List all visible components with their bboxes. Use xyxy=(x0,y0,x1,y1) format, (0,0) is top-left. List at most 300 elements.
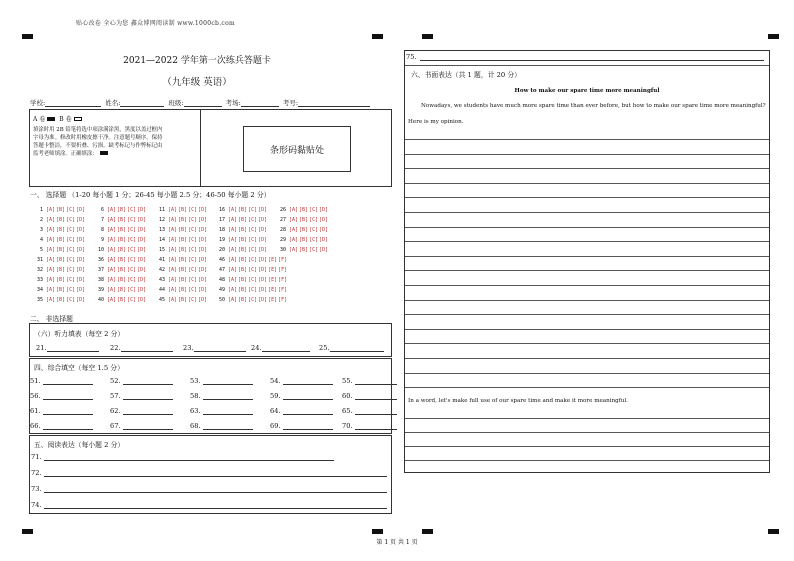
choice-question-29 xyxy=(277,237,329,243)
barcode-area: 条形码黏贴处 xyxy=(243,126,351,172)
choice-question-4 xyxy=(34,237,86,243)
answer-bubble[interactable]: [B] xyxy=(299,217,309,223)
answer-line-51[interactable] xyxy=(43,377,93,385)
answer-bubble[interactable]: [B] xyxy=(56,287,66,293)
listening-panel: （六）听力填表（每空 2 分） 21. 22. 23. 24. 25. xyxy=(29,323,392,357)
writing-line[interactable] xyxy=(405,197,769,198)
question-number: 1 xyxy=(39,207,43,213)
answer-bubble[interactable]: [C] xyxy=(188,287,198,293)
answer-bubble[interactable]: [B] xyxy=(178,287,188,293)
answer-bubble[interactable]: [C] xyxy=(66,287,76,293)
choice-question-40 xyxy=(95,297,147,303)
answer-line-68[interactable] xyxy=(203,422,253,430)
answer-bubble[interactable]: [B] xyxy=(117,227,127,233)
question-number: 9 xyxy=(100,237,104,243)
choice-question-43 xyxy=(156,277,208,283)
answer-bubble[interactable]: [C] xyxy=(248,247,258,253)
answer-bubble[interactable]: [D] xyxy=(198,207,208,213)
answer-bubble[interactable]: [B] xyxy=(178,237,188,243)
answer-bubble[interactable]: [D] xyxy=(137,257,147,263)
room-field[interactable] xyxy=(241,99,279,107)
answer-bubble[interactable]: [A] xyxy=(228,277,238,283)
answer-bubble[interactable]: [D] xyxy=(76,277,86,283)
answer-line-69[interactable] xyxy=(283,422,333,430)
answer-bubble[interactable]: [D] xyxy=(76,297,86,303)
answer-bubble[interactable]: [D] xyxy=(319,217,329,223)
writing-line[interactable] xyxy=(405,154,769,155)
answer-bubble[interactable]: [C] xyxy=(188,207,198,213)
page-subtitle: （九年级 英语） xyxy=(162,77,232,88)
answer-bubble[interactable]: [D] xyxy=(198,267,208,273)
answer-bubble[interactable]: [A] xyxy=(168,217,178,223)
writing-line[interactable] xyxy=(405,343,769,344)
answer-bubble[interactable]: [D] xyxy=(319,207,329,213)
writing-line[interactable] xyxy=(405,432,769,433)
answer-bubble[interactable]: [A] xyxy=(107,217,117,223)
choice-question-8 xyxy=(95,227,147,233)
notice-box xyxy=(29,109,392,187)
answer-line-59[interactable] xyxy=(283,392,333,400)
answer-bubble[interactable]: [D] xyxy=(137,287,147,293)
answer-bubble[interactable]: [C] xyxy=(188,267,198,273)
answer-bubble[interactable]: [A] xyxy=(107,227,117,233)
choice-question-17 xyxy=(216,217,268,223)
answer-bubble[interactable]: [D] xyxy=(198,217,208,223)
answer-bubble[interactable]: [A] xyxy=(46,287,56,293)
answer-bubble[interactable]: [C] xyxy=(127,297,137,303)
answer-bubble[interactable]: [B] xyxy=(178,257,188,263)
paper-b-mark[interactable] xyxy=(74,117,82,121)
answer-bubble[interactable]: [B] xyxy=(178,217,188,223)
answer-bubble[interactable]: [D] xyxy=(258,237,268,243)
answer-line-57[interactable] xyxy=(123,392,173,400)
answer-bubble[interactable]: [B] xyxy=(178,267,188,273)
answer-bubble[interactable]: [C] xyxy=(248,297,258,303)
answer-bubble[interactable]: [C] xyxy=(248,267,258,273)
answer-bubble[interactable]: [D] xyxy=(258,247,268,253)
answer-bubble[interactable]: [C] xyxy=(66,297,76,303)
answer-bubble[interactable]: [A] xyxy=(228,207,238,213)
answer-bubble[interactable]: [B] xyxy=(178,297,188,303)
answer-bubble[interactable]: [B] xyxy=(178,227,188,233)
answer-bubble[interactable]: [B] xyxy=(178,277,188,283)
choice-question-28 xyxy=(277,227,329,233)
choice-question-30 xyxy=(277,247,329,253)
answer-bubble[interactable]: [A] xyxy=(228,217,238,223)
answer-bubble[interactable]: [B] xyxy=(238,297,248,303)
answer-line-21[interactable] xyxy=(47,344,99,352)
answer-bubble[interactable]: [B] xyxy=(56,267,66,273)
answer-bubble[interactable]: [A] xyxy=(107,257,117,263)
answer-bubble[interactable]: [B] xyxy=(238,267,248,273)
question-number: 31 xyxy=(36,257,43,263)
answer-bubble[interactable]: [B] xyxy=(117,277,127,283)
answer-bubble[interactable]: [C] xyxy=(127,207,137,213)
answer-bubble[interactable]: [D] xyxy=(76,267,86,273)
writing-line[interactable] xyxy=(405,183,769,184)
answer-bubble[interactable]: [B] xyxy=(238,247,248,253)
answer-bubble[interactable]: [A] xyxy=(46,267,56,273)
answer-bubble[interactable]: [A] xyxy=(168,287,178,293)
answer-bubble[interactable]: [B] xyxy=(238,217,248,223)
answer-bubble[interactable]: [D] xyxy=(76,207,86,213)
choice-question-27 xyxy=(277,217,329,223)
answer-bubble[interactable]: [D] xyxy=(76,257,86,263)
answer-bubble[interactable]: [C] xyxy=(309,227,319,233)
answer-bubble[interactable]: [B] xyxy=(117,297,127,303)
answer-bubble[interactable]: [B] xyxy=(299,247,309,253)
question-number: 47 xyxy=(218,267,225,273)
answer-bubble[interactable]: [D] xyxy=(76,217,86,223)
fill-instructions: 填涂时用 2B 铅笔将选中项涂满涂黑，黑度以盖过框内 字母为准。修改时用橡皮擦干净。注意题号顺序。保持 答题卡整洁，不要折叠、污损。缺考标记与作弊标记由 监考老师填涂。正确填涂： xyxy=(33,127,163,157)
answer-bubble[interactable]: [A] xyxy=(107,297,117,303)
answer-bubble[interactable]: [B] xyxy=(238,287,248,293)
question-number: 34 xyxy=(36,287,43,293)
answer-bubble[interactable]: [B] xyxy=(117,287,127,293)
answer-line-65[interactable] xyxy=(355,407,397,415)
class-field[interactable] xyxy=(184,99,222,107)
answer-bubble[interactable]: [A] xyxy=(168,297,178,303)
answer-bubble[interactable]: [E] xyxy=(268,297,278,303)
answer-bubble[interactable]: [D] xyxy=(258,207,268,213)
answer-bubble[interactable]: [C] xyxy=(66,247,76,253)
answer-bubble[interactable]: [B] xyxy=(56,247,66,253)
answer-bubble[interactable]: [F] xyxy=(278,287,288,293)
answer-line-73[interactable] xyxy=(44,485,387,493)
answer-bubble[interactable]: [D] xyxy=(258,227,268,233)
answer-bubble[interactable]: [C] xyxy=(248,287,258,293)
answer-bubble[interactable]: [A] xyxy=(168,277,178,283)
answer-bubble[interactable]: [C] xyxy=(248,227,258,233)
answer-bubble[interactable]: [A] xyxy=(107,247,117,253)
answer-bubble[interactable]: [C] xyxy=(248,207,258,213)
answer-bubble[interactable]: [D] xyxy=(137,227,147,233)
answer-bubble[interactable]: [B] xyxy=(238,207,248,213)
page-footer: 第 1 页 共 1 页 xyxy=(376,539,418,546)
answer-bubble[interactable]: [A] xyxy=(228,257,238,263)
answer-bubble[interactable]: [A] xyxy=(46,297,56,303)
answer-bubble[interactable]: [D] xyxy=(319,237,329,243)
answer-bubble[interactable]: [F] xyxy=(278,267,288,273)
answer-bubble[interactable]: [B] xyxy=(117,267,127,273)
answer-bubble[interactable]: [C] xyxy=(66,257,76,263)
answer-bubble[interactable]: [A] xyxy=(168,237,178,243)
answer-bubble[interactable]: [D] xyxy=(137,217,147,223)
answer-bubble[interactable]: [A] xyxy=(168,247,178,253)
question-number: 5 xyxy=(39,247,43,253)
answer-bubble[interactable]: [A] xyxy=(107,287,117,293)
question-number: 20 xyxy=(218,247,225,253)
answer-line-22[interactable] xyxy=(121,344,173,352)
answer-line-25[interactable] xyxy=(330,344,384,352)
answer-bubble[interactable]: [B] xyxy=(117,237,127,243)
answer-bubble[interactable]: [C] xyxy=(127,237,137,243)
answer-line-75[interactable] xyxy=(420,53,764,61)
answer-bubble[interactable]: [B] xyxy=(56,237,66,243)
answer-bubble[interactable]: [A] xyxy=(168,257,178,263)
writing-line[interactable] xyxy=(405,418,769,419)
answer-bubble[interactable]: [C] xyxy=(248,277,258,283)
answer-line-52[interactable] xyxy=(123,377,173,385)
answer-line-72[interactable] xyxy=(44,469,387,477)
answer-bubble[interactable]: [B] xyxy=(238,227,248,233)
writing-line[interactable] xyxy=(405,446,769,447)
answer-bubble[interactable]: [D] xyxy=(76,237,86,243)
answer-bubble[interactable]: [A] xyxy=(228,297,238,303)
answer-bubble[interactable]: [A] xyxy=(46,257,56,263)
answer-bubble[interactable]: [A] xyxy=(46,237,56,243)
answer-line-63[interactable] xyxy=(203,407,253,415)
answer-bubble[interactable]: [C] xyxy=(248,237,258,243)
writing-line[interactable] xyxy=(405,460,769,461)
answer-bubble[interactable]: [B] xyxy=(299,207,309,213)
answer-bubble[interactable]: [F] xyxy=(278,257,288,263)
choice-question-15 xyxy=(156,247,208,253)
answer-bubble[interactable]: [A] xyxy=(46,277,56,283)
answer-bubble[interactable]: [E] xyxy=(268,257,278,263)
answer-bubble[interactable]: [D] xyxy=(319,247,329,253)
paper-a-mark[interactable] xyxy=(47,117,55,121)
answer-bubble[interactable]: [A] xyxy=(107,237,117,243)
answer-bubble[interactable]: [D] xyxy=(198,237,208,243)
answer-bubble[interactable]: [C] xyxy=(188,257,198,263)
registration-mark xyxy=(422,34,433,39)
answer-bubble[interactable]: [C] xyxy=(188,227,198,233)
writing-line[interactable] xyxy=(405,300,769,301)
answer-bubble[interactable]: [C] xyxy=(66,237,76,243)
answer-bubble[interactable]: [B] xyxy=(117,217,127,223)
answer-bubble[interactable]: [D] xyxy=(258,257,268,263)
answer-bubble[interactable]: [C] xyxy=(127,247,137,253)
answer-bubble[interactable]: [A] xyxy=(46,217,56,223)
answer-line-71[interactable] xyxy=(44,453,334,461)
answer-bubble[interactable]: [B] xyxy=(178,247,188,253)
choice-question-9 xyxy=(95,237,147,243)
essay-closing: In a word, let's make full use of our spare time and make it more meaningful. xyxy=(408,398,628,404)
answer-bubble[interactable]: [B] xyxy=(56,297,66,303)
answer-bubble[interactable]: [D] xyxy=(76,227,86,233)
answer-bubble[interactable]: [A] xyxy=(46,207,56,213)
answer-bubble[interactable]: [A] xyxy=(228,227,238,233)
choice-question-2 xyxy=(34,217,86,223)
answer-bubble[interactable]: [A] xyxy=(107,267,117,273)
answer-bubble[interactable]: [A] xyxy=(168,227,178,233)
answer-bubble[interactable]: [D] xyxy=(258,297,268,303)
answer-line-60[interactable] xyxy=(355,392,397,400)
writing-line[interactable] xyxy=(405,256,769,257)
answer-bubble[interactable]: [F] xyxy=(278,297,288,303)
essay-title: How to make our spare time more meaningful xyxy=(514,88,660,94)
choice-question-3 xyxy=(34,227,86,233)
writing-line[interactable] xyxy=(405,212,769,213)
answer-bubble[interactable]: [D] xyxy=(137,237,147,243)
answer-bubble[interactable]: [A] xyxy=(289,217,299,223)
answer-bubble[interactable]: [D] xyxy=(198,297,208,303)
answer-bubble[interactable]: [A] xyxy=(228,237,238,243)
answer-bubble[interactable]: [C] xyxy=(309,237,319,243)
answer-bubble[interactable]: [B] xyxy=(56,227,66,233)
writing-line[interactable] xyxy=(405,373,769,374)
writing-line[interactable] xyxy=(405,358,769,359)
answer-bubble[interactable]: [B] xyxy=(178,207,188,213)
answer-bubble[interactable]: [A] xyxy=(228,247,238,253)
question-number: 36 xyxy=(97,257,104,263)
number-field[interactable] xyxy=(298,99,370,107)
answer-bubble[interactable]: [E] xyxy=(268,287,278,293)
answer-bubble[interactable]: [A] xyxy=(168,207,178,213)
answer-bubble[interactable]: [D] xyxy=(198,247,208,253)
answer-bubble[interactable]: [D] xyxy=(198,227,208,233)
answer-line-70[interactable] xyxy=(355,422,397,430)
question-number: 27 xyxy=(279,217,286,223)
answer-bubble[interactable]: [C] xyxy=(66,277,76,283)
answer-bubble[interactable]: [A] xyxy=(107,207,117,213)
student-info-line: 学校: 姓名: 班级: 考场: 考号: xyxy=(30,98,390,107)
answer-bubble[interactable]: [B] xyxy=(56,257,66,263)
answer-bubble[interactable]: [D] xyxy=(258,287,268,293)
answer-bubble[interactable]: [B] xyxy=(238,277,248,283)
answer-bubble[interactable]: [C] xyxy=(127,277,137,283)
answer-bubble[interactable]: [C] xyxy=(127,287,137,293)
answer-bubble[interactable]: [E] xyxy=(268,277,278,283)
answer-bubble[interactable]: [C] xyxy=(309,247,319,253)
answer-bubble[interactable]: [B] xyxy=(117,207,127,213)
answer-line-66[interactable] xyxy=(43,422,93,430)
answer-bubble[interactable]: [C] xyxy=(127,257,137,263)
answer-line-24[interactable] xyxy=(262,344,310,352)
answer-bubble[interactable]: [B] xyxy=(117,257,127,263)
question-number: 6 xyxy=(100,207,104,213)
answer-bubble[interactable]: [D] xyxy=(319,227,329,233)
answer-bubble[interactable]: [C] xyxy=(127,217,137,223)
answer-bubble[interactable]: [C] xyxy=(127,227,137,233)
answer-bubble[interactable]: [D] xyxy=(198,277,208,283)
answer-line-54[interactable] xyxy=(283,377,333,385)
answer-bubble[interactable]: [D] xyxy=(76,247,86,253)
choice-question-6 xyxy=(95,207,147,213)
answer-bubble[interactable]: [C] xyxy=(309,207,319,213)
answer-bubble[interactable]: [D] xyxy=(137,207,147,213)
answer-line-56[interactable] xyxy=(43,392,93,400)
answer-line-58[interactable] xyxy=(203,392,253,400)
choice-question-16 xyxy=(216,207,268,213)
answer-bubble[interactable]: [A] xyxy=(289,227,299,233)
answer-bubble[interactable]: [C] xyxy=(188,247,198,253)
answer-line-23[interactable] xyxy=(194,344,246,352)
answer-bubble[interactable]: [A] xyxy=(228,267,238,273)
writing-line[interactable] xyxy=(405,227,769,228)
answer-line-64[interactable] xyxy=(283,407,333,415)
writing-line[interactable] xyxy=(405,285,769,286)
choice-question-11 xyxy=(156,207,208,213)
name-field[interactable] xyxy=(120,99,164,107)
question-number: 38 xyxy=(97,277,104,283)
answer-bubble[interactable]: [C] xyxy=(188,277,198,283)
answer-bubble[interactable]: [C] xyxy=(188,217,198,223)
answer-bubble[interactable]: [C] xyxy=(66,267,76,273)
answer-bubble[interactable]: [E] xyxy=(268,267,278,273)
answer-bubble[interactable]: [C] xyxy=(66,227,76,233)
writing-line[interactable] xyxy=(405,270,769,271)
question-number: 48 xyxy=(218,277,225,283)
answer-bubble[interactable]: [D] xyxy=(137,277,147,283)
writing-line[interactable] xyxy=(405,139,769,140)
choice-question-10 xyxy=(95,247,147,253)
answer-line-74[interactable] xyxy=(44,501,387,509)
question-number: 17 xyxy=(218,217,225,223)
question-number: 50 xyxy=(218,297,225,303)
answer-bubble[interactable]: [B] xyxy=(56,217,66,223)
answer-line-62[interactable] xyxy=(123,407,173,415)
answer-bubble[interactable]: [B] xyxy=(238,257,248,263)
registration-mark xyxy=(22,34,33,39)
answer-bubble[interactable]: [D] xyxy=(137,267,147,273)
question-number: 14 xyxy=(158,237,165,243)
choice-question-38 xyxy=(95,277,147,283)
answer-line-67[interactable] xyxy=(123,422,173,430)
answer-bubble[interactable]: [D] xyxy=(258,267,268,273)
writing-line[interactable] xyxy=(405,314,769,315)
answer-bubble[interactable]: [B] xyxy=(117,247,127,253)
writing-line[interactable] xyxy=(405,387,769,388)
answer-bubble[interactable]: [C] xyxy=(127,267,137,273)
answer-bubble[interactable]: [D] xyxy=(198,287,208,293)
question-number: 15 xyxy=(158,247,165,253)
question-number: 42 xyxy=(158,267,165,273)
answer-bubble[interactable]: [C] xyxy=(248,217,258,223)
answer-bubble[interactable]: [C] xyxy=(188,237,198,243)
section-nonchoice-title: 二、 非选择题 xyxy=(30,315,73,323)
notice-left xyxy=(30,110,201,186)
writing-line[interactable] xyxy=(405,168,769,169)
answer-line-55[interactable] xyxy=(355,377,397,385)
answer-bubble[interactable]: [A] xyxy=(46,227,56,233)
answer-bubble[interactable]: [D] xyxy=(258,217,268,223)
registration-mark xyxy=(372,34,383,39)
question-number: 44 xyxy=(158,287,165,293)
answer-bubble[interactable]: [A] xyxy=(289,247,299,253)
answer-line-53[interactable] xyxy=(203,377,253,385)
answer-bubble[interactable]: [A] xyxy=(289,237,299,243)
answer-bubble[interactable]: [D] xyxy=(76,287,86,293)
answer-bubble[interactable]: [A] xyxy=(107,277,117,283)
answer-bubble[interactable]: [B] xyxy=(56,277,66,283)
answer-bubble[interactable]: [B] xyxy=(238,237,248,243)
answer-bubble[interactable]: [D] xyxy=(137,247,147,253)
answer-bubble[interactable]: [C] xyxy=(188,297,198,303)
answer-bubble[interactable]: [A] xyxy=(289,207,299,213)
answer-bubble[interactable]: [B] xyxy=(56,207,66,213)
school-field[interactable] xyxy=(45,99,101,107)
answer-bubble[interactable]: [C] xyxy=(66,217,76,223)
answer-bubble[interactable]: [D] xyxy=(198,257,208,263)
writing-line[interactable] xyxy=(405,241,769,242)
answer-bubble[interactable]: [A] xyxy=(228,287,238,293)
answer-bubble[interactable]: [B] xyxy=(299,227,309,233)
answer-bubble[interactable]: [B] xyxy=(299,237,309,243)
answer-bubble[interactable]: [C] xyxy=(66,207,76,213)
answer-bubble[interactable]: [D] xyxy=(258,277,268,283)
answer-bubble[interactable]: [D] xyxy=(137,297,147,303)
question-number: 8 xyxy=(100,227,104,233)
writing-line[interactable] xyxy=(405,329,769,330)
answer-bubble[interactable]: [A] xyxy=(168,267,178,273)
answer-bubble[interactable]: [F] xyxy=(278,277,288,283)
answer-line-61[interactable] xyxy=(43,407,93,415)
answer-bubble[interactable]: [C] xyxy=(248,257,258,263)
answer-bubble[interactable]: [C] xyxy=(309,217,319,223)
answer-bubble[interactable]: [A] xyxy=(46,247,56,253)
